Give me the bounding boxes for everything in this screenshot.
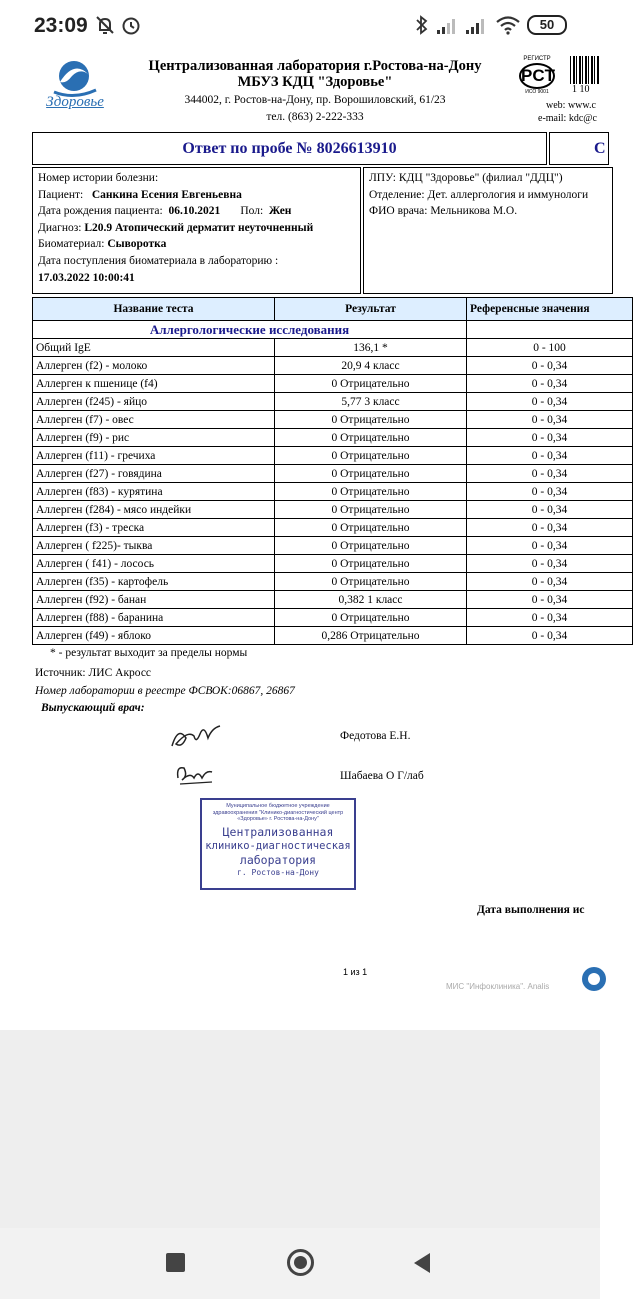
test-name-cell: Аллерген (f35) - картофель bbox=[33, 573, 275, 591]
test-name-cell: Аллерген (f2) - молоко bbox=[33, 357, 275, 375]
sex-label: Пол: bbox=[240, 205, 264, 218]
signal-icon bbox=[435, 14, 459, 36]
result-cell: 0 Отрицательно bbox=[275, 447, 467, 465]
answer-side-box bbox=[549, 132, 609, 165]
cert-badge bbox=[512, 56, 562, 100]
history-number-label: Номер истории болезни: bbox=[38, 172, 159, 184]
test-name-cell: Аллерген ( f41) - лосось bbox=[33, 555, 275, 573]
answer-title: Ответ по пробе № 8026613910 bbox=[182, 140, 397, 157]
official-stamp bbox=[200, 798, 356, 890]
test-name-cell: Аллерген (f245) - яйцо bbox=[33, 393, 275, 411]
result-cell: 0 Отрицательно bbox=[275, 375, 467, 393]
table-row bbox=[33, 429, 633, 447]
dob-value: 06.10.2021 bbox=[168, 205, 221, 218]
lab-address: 344002, г. Ростов-на-Дону, пр. Ворошиловский, 61/23 bbox=[184, 94, 446, 106]
test-name-cell: Аллерген (f27) - говядина bbox=[33, 465, 275, 483]
registry: Номер лаборатории в реестре ФСВОК:06867, 26867 bbox=[35, 685, 295, 697]
result-cell: 0 Отрицательно bbox=[275, 501, 467, 519]
bluetooth-icon bbox=[415, 14, 429, 36]
section-row bbox=[33, 321, 633, 339]
system-nav-bar bbox=[0, 1228, 600, 1299]
result-cell: 0 Отрицательно bbox=[275, 537, 467, 555]
viewer-background bbox=[0, 1030, 600, 1228]
header-test-name: Название теста bbox=[33, 298, 275, 321]
page-number: 1 из 1 bbox=[343, 967, 368, 977]
test-name-cell: Аллерген (f49) - яблоко bbox=[33, 627, 275, 645]
cert-mark-icon: PCT bbox=[519, 63, 555, 89]
dob-label: Дата рождения пациента: bbox=[38, 205, 163, 218]
test-name-cell: Аллерген (f92) - банан bbox=[33, 591, 275, 609]
clinic-logo bbox=[30, 56, 120, 116]
signature-1 bbox=[168, 720, 228, 754]
reference-cell: 0 - 0,34 bbox=[467, 483, 633, 501]
recents-button[interactable] bbox=[166, 1253, 185, 1272]
results-table bbox=[32, 297, 633, 645]
reference-cell: 0 - 100 bbox=[467, 339, 633, 357]
result-cell: 0 Отрицательно bbox=[275, 465, 467, 483]
diagnosis-value: L20.9 Атопический дерматит неуточненный bbox=[84, 221, 314, 234]
result-cell: 0 Отрицательно bbox=[275, 573, 467, 591]
answer-side-letter: C bbox=[594, 140, 606, 157]
lab-subtitle: МБУЗ КДЦ "Здоровье" bbox=[237, 74, 393, 90]
table-row bbox=[33, 609, 633, 627]
section-blank bbox=[467, 321, 633, 339]
reference-cell: 0 - 0,34 bbox=[467, 375, 633, 393]
table-row bbox=[33, 357, 633, 375]
lab-phone: тел. (863) 2-222-333 bbox=[266, 111, 364, 123]
result-cell: 136,1 * bbox=[275, 339, 467, 357]
result-cell: 0 Отрицательно bbox=[275, 519, 467, 537]
table-row bbox=[33, 627, 633, 645]
sex-value: Жен bbox=[268, 205, 292, 218]
result-cell: 0,286 Отрицательно bbox=[275, 627, 467, 645]
table-row bbox=[33, 447, 633, 465]
issuing-doctor-label: Выпускающий врач: bbox=[41, 702, 145, 714]
table-row bbox=[33, 411, 633, 429]
table-row bbox=[33, 501, 633, 519]
table-header-row bbox=[33, 298, 633, 321]
answer-title-box bbox=[32, 132, 547, 165]
barcode-number: 1 10 bbox=[572, 84, 590, 95]
header-reference: Референсные значения bbox=[467, 298, 633, 321]
clock: 23:09 bbox=[34, 14, 88, 37]
patient-name: Санкина Есения Евгеньевна bbox=[91, 188, 242, 201]
status-bar bbox=[0, 0, 600, 52]
clinic-info-box bbox=[363, 167, 613, 294]
reference-cell: 0 - 0,34 bbox=[467, 429, 633, 447]
result-cell: 0 Отрицательно bbox=[275, 429, 467, 447]
signer-2: Шабаева О Г/лаб bbox=[340, 770, 424, 782]
table-row bbox=[33, 339, 633, 357]
alarm-off-icon bbox=[94, 14, 116, 36]
test-name-cell: Аллерген (f9) - рис bbox=[33, 429, 275, 447]
section-title: Аллергологические исследования bbox=[33, 321, 467, 339]
reference-cell: 0 - 0,34 bbox=[467, 555, 633, 573]
completion-date-label: Дата выполнения ис bbox=[477, 904, 585, 916]
reference-cell: 0 - 0,34 bbox=[467, 465, 633, 483]
signer-1: Федотова Е.Н. bbox=[340, 730, 411, 742]
battery-indicator: 50 bbox=[527, 15, 567, 35]
signal-icon-2 bbox=[464, 14, 488, 36]
received-value: 17.03.2022 10:00:41 bbox=[38, 271, 135, 284]
result-cell: 0 Отрицательно bbox=[275, 483, 467, 501]
home-button-dot bbox=[294, 1256, 307, 1269]
department: Отделение: Дет. аллергология и иммунологи bbox=[369, 188, 589, 201]
biomaterial-label: Биоматериал: bbox=[38, 238, 105, 251]
email-address: e-mail: kdc@c bbox=[538, 113, 597, 124]
reference-cell: 0 - 0,34 bbox=[467, 393, 633, 411]
result-cell: 0 Отрицательно bbox=[275, 411, 467, 429]
test-name-cell: Аллерген (f7) - овес bbox=[33, 411, 275, 429]
table-row bbox=[33, 573, 633, 591]
stamp-city: г. Ростов-на-Дону bbox=[237, 867, 319, 877]
table-row bbox=[33, 519, 633, 537]
result-cell: 0 Отрицательно bbox=[275, 555, 467, 573]
mis-footer: МИС "Инфоклиника". Analis bbox=[446, 982, 550, 991]
stamp-line-1: Централизованная bbox=[222, 824, 334, 839]
patient-info-box bbox=[32, 167, 361, 294]
source: Источник: ЛИС Акросс bbox=[35, 667, 152, 679]
biomaterial-value: Сыворотка bbox=[107, 238, 167, 251]
reference-cell: 0 - 0,34 bbox=[467, 501, 633, 519]
table-row bbox=[33, 537, 633, 555]
doctor: ФИО врача: Мельникова М.О. bbox=[369, 205, 518, 218]
reference-cell: 0 - 0,34 bbox=[467, 411, 633, 429]
cert-sub: ИСО 9001 bbox=[525, 89, 549, 95]
table-row bbox=[33, 591, 633, 609]
stamp-small-text: Муниципальное бюджетное учреждение здравоохранения "Клинико-диагностический центр «Здоровье» г. Ростова-на-Дону" bbox=[212, 803, 344, 822]
reference-cell: 0 - 0,34 bbox=[467, 357, 633, 375]
table-row bbox=[33, 483, 633, 501]
table-row bbox=[33, 555, 633, 573]
test-name-cell: Аллерген к пшенице (f4) bbox=[33, 375, 275, 393]
reference-cell: 0 - 0,34 bbox=[467, 609, 633, 627]
stamp-line-2: клинико-диагностическая bbox=[205, 839, 351, 852]
web-address: web: www.c bbox=[546, 100, 596, 111]
result-cell: 20,9 4 класс bbox=[275, 357, 467, 375]
test-name-cell: Общий IgE bbox=[33, 339, 275, 357]
lab-title: Централизованная лаборатория г.Ростова-на-Дону bbox=[148, 58, 482, 74]
back-button[interactable] bbox=[412, 1252, 432, 1274]
reference-cell: 0 - 0,34 bbox=[467, 627, 633, 645]
test-name-cell: Аллерген (f3) - треска bbox=[33, 519, 275, 537]
table-row bbox=[33, 393, 633, 411]
test-name-cell: Аллерген (f83) - курятина bbox=[33, 483, 275, 501]
result-cell: 0 Отрицательно bbox=[275, 609, 467, 627]
lab-report-document[interactable] bbox=[0, 52, 606, 1022]
barcode bbox=[570, 56, 600, 84]
table-row bbox=[33, 465, 633, 483]
header-result: Результат bbox=[275, 298, 467, 321]
test-name-cell: Аллерген (f11) - гречиха bbox=[33, 447, 275, 465]
stamp-line-3: лаборатория bbox=[239, 852, 317, 867]
received-label: Дата поступления биоматериала в лабораторию : bbox=[38, 254, 279, 267]
reference-cell: 0 - 0,34 bbox=[467, 519, 633, 537]
lpu: ЛПУ: КДЦ "Здоровье" (филиал "ДДЦ") bbox=[369, 172, 563, 184]
test-name-cell: Аллерген (f284) - мясо индейки bbox=[33, 501, 275, 519]
test-name-cell: Аллерген (f88) - баранина bbox=[33, 609, 275, 627]
result-cell: 0,382 1 класс bbox=[275, 591, 467, 609]
alarm-clock-icon bbox=[120, 14, 142, 36]
norm-note: * - результат выходит за пределы нормы bbox=[50, 647, 248, 659]
reference-cell: 0 - 0,34 bbox=[467, 591, 633, 609]
logo-text: Здоровье bbox=[46, 94, 104, 110]
reference-cell: 0 - 0,34 bbox=[467, 537, 633, 555]
table-row bbox=[33, 375, 633, 393]
reference-cell: 0 - 0,34 bbox=[467, 447, 633, 465]
home-button[interactable] bbox=[287, 1249, 314, 1276]
diagnosis-label: Диагноз: bbox=[38, 221, 82, 234]
mis-logo-icon bbox=[580, 962, 602, 996]
cert-label: РЕГИСТР bbox=[523, 56, 551, 62]
signature-2 bbox=[172, 758, 218, 788]
result-cell: 5,77 3 класс bbox=[275, 393, 467, 411]
test-name-cell: Аллерген ( f225)- тыква bbox=[33, 537, 275, 555]
reference-cell: 0 - 0,34 bbox=[467, 573, 633, 591]
patient-label: Пациент: bbox=[38, 188, 84, 201]
wifi-icon bbox=[495, 14, 521, 36]
